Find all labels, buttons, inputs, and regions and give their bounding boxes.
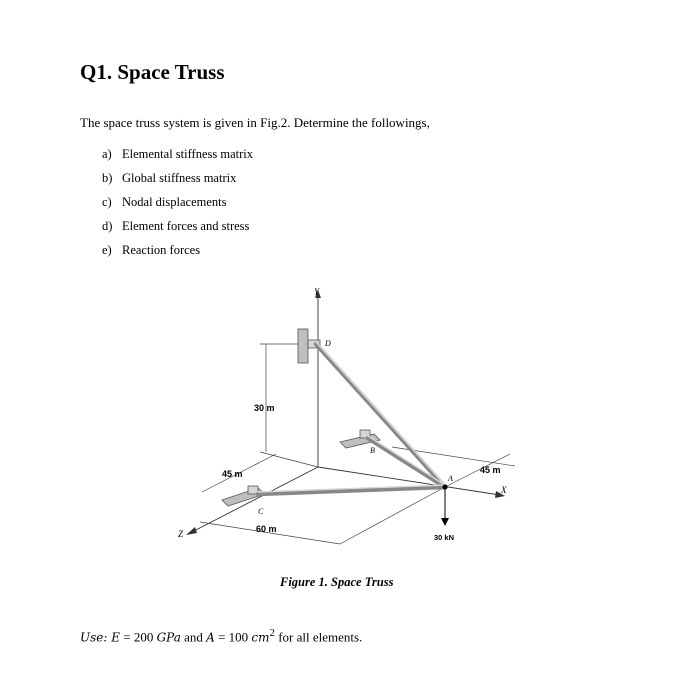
task-text: Elemental stiffness matrix [122, 147, 253, 161]
task-item [102, 242, 253, 266]
task-letter: c) [102, 195, 112, 209]
use-prefix: Use: [80, 630, 112, 645]
space-truss-figure [170, 282, 530, 572]
question-title: Q1. Space Truss [80, 60, 225, 84]
task-text: Nodal displacements [122, 195, 227, 209]
e-symbol: E [111, 630, 120, 645]
node-label-c: C [258, 507, 264, 516]
a-unit-exponent: 2 [269, 627, 275, 639]
task-list [102, 146, 253, 266]
task-item [102, 218, 253, 242]
task-text: Element forces and stress [122, 219, 250, 233]
use-and: and [180, 629, 207, 645]
dim-label-width: 60 m [256, 524, 277, 534]
figure-caption: Figure 1. Space Truss [280, 575, 394, 589]
dim-ext-bottom [260, 452, 318, 467]
e-value: = 200 [120, 629, 157, 645]
task-item [102, 194, 253, 218]
task-letter: a) [102, 147, 112, 161]
use-note [80, 627, 362, 645]
a-value: = 100 [214, 629, 252, 645]
task-item [102, 146, 253, 170]
node-label-a: A [448, 474, 453, 483]
intro-text: The space truss system is given in Fig.2. Determine the followings, [80, 115, 430, 130]
truss-members [258, 344, 445, 494]
x-axis-label: X [501, 485, 507, 495]
task-letter: d) [102, 219, 113, 233]
use-suffix: for all elements. [274, 629, 363, 645]
load-label: 30 kN [434, 533, 455, 542]
dim-label-depth-left: 45 m [222, 469, 243, 479]
dim-label-height: 30 m [254, 403, 275, 413]
task-letter: b) [102, 171, 113, 185]
dim-label-depth-right: 45 m [480, 465, 501, 475]
task-text: Reaction forces [122, 243, 201, 257]
task-text: Global stiffness matrix [122, 171, 237, 185]
load-arrowhead [441, 518, 449, 526]
e-unit: GPa [156, 630, 181, 645]
z-axis-arrowhead [186, 527, 197, 535]
node-label-d: D [325, 339, 331, 348]
task-item [102, 170, 253, 194]
task-letter: e) [102, 243, 112, 257]
y-axis-label: Y [314, 287, 320, 297]
a-symbol: A [206, 630, 215, 645]
joint-a [442, 484, 447, 489]
z-axis [192, 467, 318, 532]
z-axis-label: Z [178, 529, 184, 539]
node-label-b: B [370, 446, 375, 455]
member-ad [316, 344, 445, 487]
dim-ext-width [340, 487, 445, 544]
a-unit: cm [251, 630, 270, 645]
